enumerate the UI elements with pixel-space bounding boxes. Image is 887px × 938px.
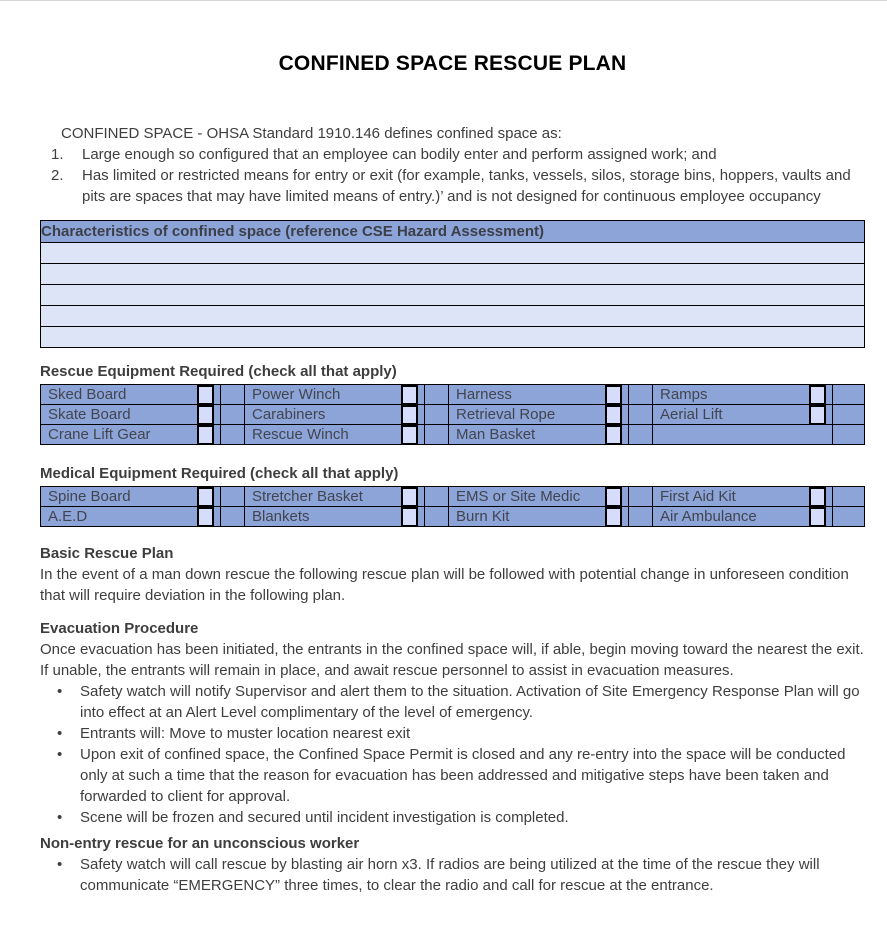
checkbox-blankets[interactable] — [401, 507, 418, 527]
evacuation-bullet-text: Upon exit of confined space, the Confined Space Permit is closed and any re-entry into the space will be conducted only at such a time that the reason for evacuation has been addressed and mitigative steps have been taken and forwarded to client for approval. — [80, 746, 846, 805]
medical-equipment-label-blankets: Blankets — [252, 508, 310, 525]
bullet-icon: • — [57, 809, 63, 826]
non-entry-bullet-text: Safety watch will call rescue by blasting air horn x3. If radios are being utilized at the time of the rescue they will communicate “EMERGENCY” three times, to clear the radio and call for rescue at the entrance. — [80, 856, 820, 894]
characteristics-blank-field[interactable] — [41, 327, 865, 348]
medical-equipment-item — [653, 487, 832, 506]
intro-list-text: Large enough so configured that an employee can bodily enter and perform assigned work; and — [82, 146, 717, 163]
table-row — [41, 385, 865, 405]
medical-equipment-item — [41, 507, 220, 526]
medical-equipment-item-cell — [41, 487, 221, 507]
medical-equipment-table — [40, 486, 865, 527]
rescue-equipment-item — [449, 425, 628, 444]
medical-equipment-spacer-cell — [221, 507, 245, 527]
rescue-equipment-item — [245, 405, 424, 424]
rescue-equipment-item-cell — [653, 425, 833, 445]
evacuation-bullet-text: Entrants will: Move to muster location nearest exit — [80, 725, 411, 742]
checkbox-spine-board[interactable] — [197, 487, 214, 507]
medical-equipment-item — [41, 487, 220, 506]
medical-equipment-item-cell — [449, 487, 629, 507]
rescue-equipment-item — [41, 385, 220, 404]
rescue-equipment-spacer-cell — [425, 385, 449, 405]
rescue-equipment-item-cell — [653, 385, 833, 405]
checkbox-sked-board[interactable] — [197, 385, 214, 405]
rescue-equipment-heading: Rescue Equipment Required (check all that apply) — [40, 363, 397, 380]
evacuation-bullet-text: Scene will be frozen and secured until incident investigation is completed. — [80, 809, 569, 826]
rescue-equipment-label-ramps: Ramps — [660, 386, 708, 403]
rescue-equipment-spacer-cell — [425, 405, 449, 425]
rescue-equipment-item-cell — [449, 425, 629, 445]
evacuation-bullet-item — [57, 807, 865, 828]
medical-equipment-item — [449, 487, 628, 506]
intro-list — [51, 144, 865, 207]
medical-equipment-label-burn-kit: Burn Kit — [456, 508, 510, 525]
intro-section — [51, 123, 865, 207]
checkbox-a-e-d[interactable] — [197, 507, 214, 527]
medical-equipment-item-cell — [41, 507, 221, 527]
rescue-equipment-item-cell — [245, 385, 425, 405]
rescue-equipment-label-sked-board: Sked Board — [48, 386, 127, 403]
checkbox-skate-board[interactable] — [197, 405, 214, 425]
checkbox-stretcher-basket[interactable] — [401, 487, 418, 507]
intro-list-number: 2. — [51, 167, 64, 184]
rescue-equipment-item-cell — [41, 385, 221, 405]
bullet-icon: • — [57, 856, 63, 873]
document-page — [0, 51, 887, 896]
medical-equipment-item-cell — [653, 487, 833, 507]
rescue-equipment-spacer-cell — [629, 405, 653, 425]
page-title: CONFINED SPACE RESCUE PLAN — [278, 52, 627, 75]
checkbox-power-winch[interactable] — [401, 385, 418, 405]
medical-equipment-spacer-cell — [833, 507, 865, 527]
checkbox-rescue-winch[interactable] — [401, 425, 418, 445]
rescue-equipment-item — [449, 385, 628, 404]
evacuation-bullet-item — [57, 744, 865, 807]
rescue-equipment-spacer-cell — [833, 385, 865, 405]
rescue-equipment-table — [40, 384, 865, 445]
rescue-equipment-label-retrieval-rope: Retrieval Rope — [456, 406, 556, 423]
characteristics-blank-row — [41, 264, 865, 285]
rescue-equipment-spacer-cell — [629, 425, 653, 445]
medical-equipment-spacer-cell — [425, 507, 449, 527]
medical-equipment-table-body — [41, 487, 865, 527]
rescue-equipment-spacer-cell — [221, 405, 245, 425]
intro-list-number: 1. — [51, 146, 64, 163]
rescue-equipment-label-skate-board: Skate Board — [48, 406, 131, 423]
basic-rescue-plan-heading: Basic Rescue Plan — [40, 545, 174, 562]
rescue-equipment-item-cell — [449, 405, 629, 425]
non-entry-heading: Non-entry rescue for an unconscious worker — [40, 835, 360, 852]
medical-equipment-spacer-cell — [221, 487, 245, 507]
rescue-equipment-spacer-cell — [425, 425, 449, 445]
rescue-equipment-item — [245, 385, 424, 404]
rescue-equipment-item — [245, 425, 424, 444]
rescue-equipment-item — [41, 405, 220, 424]
medical-equipment-spacer-cell — [425, 487, 449, 507]
medical-equipment-label-a-e-d: A.E.D — [48, 508, 88, 525]
rescue-equipment-spacer-cell — [221, 425, 245, 445]
rescue-equipment-item-cell — [41, 405, 221, 425]
evacuation-bullet-item — [57, 681, 865, 723]
evacuation-bullet-list — [57, 681, 865, 828]
rescue-equipment-spacer-cell — [833, 405, 865, 425]
characteristics-blank-field[interactable] — [41, 243, 865, 264]
table-row — [41, 405, 865, 425]
checkbox-crane-lift-gear[interactable] — [197, 425, 214, 445]
medical-equipment-label-stretcher-basket: Stretcher Basket — [252, 488, 363, 505]
characteristics-table — [40, 220, 865, 348]
non-entry-bullet-item — [57, 854, 865, 896]
checkbox-harness[interactable] — [605, 385, 622, 405]
characteristics-blank-field[interactable] — [41, 264, 865, 285]
rescue-equipment-label-harness: Harness — [456, 386, 512, 403]
checkbox-burn-kit[interactable] — [605, 507, 622, 527]
rescue-equipment-item — [653, 405, 832, 424]
characteristics-blank-row — [41, 285, 865, 306]
rescue-equipment-spacer-cell — [629, 385, 653, 405]
rescue-equipment-label-crane-lift-gear: Crane Lift Gear — [48, 426, 151, 443]
medical-equipment-label-ems-or-site-medic: EMS or Site Medic — [456, 488, 581, 505]
rescue-equipment-label-power-winch: Power Winch — [252, 386, 341, 403]
rescue-equipment-spacer-cell — [221, 385, 245, 405]
medical-equipment-spacer-cell — [629, 507, 653, 527]
checkbox-retrieval-rope[interactable] — [605, 405, 622, 425]
medical-equipment-spacer-cell — [833, 487, 865, 507]
intro-list-item — [51, 144, 865, 165]
non-entry-bullet-list — [57, 854, 865, 896]
bullet-icon: • — [57, 725, 63, 742]
medical-equipment-item — [245, 487, 424, 506]
characteristics-header: Characteristics of confined space (reference CSE Hazard Assessment) — [41, 221, 865, 243]
medical-equipment-item-cell — [449, 507, 629, 527]
rescue-equipment-item-cell — [245, 405, 425, 425]
medical-equipment-item-cell — [245, 507, 425, 527]
checkbox-aerial-lift[interactable] — [809, 405, 826, 425]
rescue-equipment-item-cell — [41, 425, 221, 445]
rescue-equipment-item-cell — [653, 405, 833, 425]
intro-lead: CONFINED SPACE - OHSA Standard 1910.146 defines confined space as: — [61, 125, 562, 142]
medical-equipment-item — [449, 507, 628, 526]
characteristics-blank-row — [41, 327, 865, 348]
characteristics-header-row — [41, 221, 865, 243]
table-row — [41, 507, 865, 527]
bullet-icon: • — [57, 746, 63, 763]
characteristics-blank-row — [41, 306, 865, 327]
evacuation-bullet-text: Safety watch will notify Supervisor and alert them to the situation. Activation of Site Emergency Response Plan will go into effect at an Alert Level complimentary of the level of emergency. — [80, 683, 860, 721]
intro-list-item — [51, 165, 865, 207]
medical-equipment-spacer-cell — [629, 487, 653, 507]
characteristics-blank-field[interactable] — [41, 285, 865, 306]
evacuation-heading: Evacuation Procedure — [40, 620, 199, 637]
checkbox-air-ambulance[interactable] — [809, 507, 826, 527]
table-row — [41, 487, 865, 507]
rescue-equipment-label-rescue-winch: Rescue Winch — [252, 426, 349, 443]
rescue-equipment-item — [41, 425, 220, 444]
medical-equipment-label-spine-board: Spine Board — [48, 488, 131, 505]
bullet-icon: • — [57, 683, 63, 700]
checkbox-man-basket[interactable] — [605, 425, 622, 445]
checkbox-ramps[interactable] — [809, 385, 826, 405]
rescue-equipment-item — [449, 405, 628, 424]
rescue-equipment-label-aerial-lift: Aerial Lift — [660, 406, 723, 423]
intro-list-text: Has limited or restricted means for entry or exit (for example, tanks, vessels, silos, storage bins, hoppers, vaults and pits are spaces that may have limited means of entry.)’ and is not designed for continuous employee occupancy — [82, 167, 851, 205]
medical-equipment-label-air-ambulance: Air Ambulance — [660, 508, 757, 525]
checkbox-carabiners[interactable] — [401, 405, 418, 425]
medical-equipment-item — [245, 507, 424, 526]
rescue-equipment-spacer-cell — [833, 425, 865, 445]
basic-rescue-plan-body: In the event of a man down rescue the following rescue plan will be followed with potential change in unforeseen condition that will require deviation in the following plan. — [40, 566, 849, 604]
rescue-equipment-item — [653, 385, 832, 404]
checkbox-ems-or-site-medic[interactable] — [605, 487, 622, 507]
medical-equipment-label-first-aid-kit: First Aid Kit — [660, 488, 736, 505]
evacuation-body: Once evacuation has been initiated, the entrants in the confined space will, if able, begin moving toward the nearest the exit. If unable, the entrants will remain in place, and await rescue personnel to assist in evacuation measures. — [40, 641, 864, 679]
medical-equipment-item-cell — [653, 507, 833, 527]
characteristics-table-body — [41, 243, 865, 348]
rescue-equipment-item-cell — [245, 425, 425, 445]
checkbox-first-aid-kit[interactable] — [809, 487, 826, 507]
rescue-equipment-label-man-basket: Man Basket — [456, 426, 536, 443]
rescue-equipment-label-carabiners: Carabiners — [252, 406, 326, 423]
characteristics-blank-field[interactable] — [41, 306, 865, 327]
rescue-equipment-table-body — [41, 385, 865, 445]
medical-equipment-heading: Medical Equipment Required (check all that apply) — [40, 465, 399, 482]
table-row — [41, 425, 865, 445]
rescue-equipment-item-cell — [449, 385, 629, 405]
evacuation-bullet-item — [57, 723, 865, 744]
characteristics-blank-row — [41, 243, 865, 264]
medical-equipment-item-cell — [245, 487, 425, 507]
medical-equipment-item — [653, 507, 832, 526]
